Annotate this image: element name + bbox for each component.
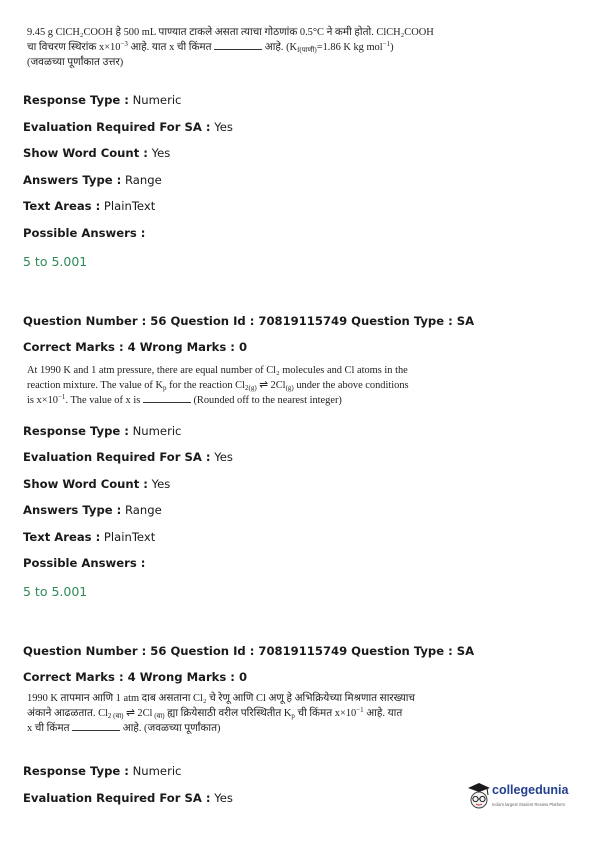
- question-line: x ची किंमत आहे. (जवळच्या पूर्णांकात): [27, 723, 221, 734]
- text-areas: Text Areas : PlainText: [23, 530, 156, 544]
- answers-type: Answers Type : Range: [23, 173, 162, 187]
- answer-blank: [72, 722, 120, 731]
- collegedunia-logo: [466, 780, 576, 814]
- show-word-count: Show Word Count : Yes: [23, 477, 171, 491]
- question-text-english: [27, 363, 455, 408]
- logo-tagline: India's largest Student Review Platform: [492, 802, 565, 807]
- question-text-marathi-2: [27, 691, 455, 736]
- question-line: चा विचरण स्थिरांक $x\times 10^{-3}$ आहे. यात x ची किंमत आहे. ($K_{f(पाणी)}=1.86$ K kg mol$^{-1}$): [27, 40, 394, 54]
- answers-type: Answers Type : Range: [23, 503, 162, 517]
- answer-blank: [143, 394, 191, 403]
- question-line: reaction mixture. The value of $K_p$ for the reaction $Cl_{2(g)}$ ⇌ $2Cl_{(g)}$ under the above conditions: [27, 380, 409, 392]
- question-line: 1990 K तापमान आणि 1 atm दाब असताना Cl₂ चे रेणू आणि Cl अणू हे अभिक्रियेच्या मिश्रणात सारख्याच: [27, 693, 416, 704]
- evaluation-required: Evaluation Required For SA : Yes: [23, 791, 233, 805]
- evaluation-required: Evaluation Required For SA : Yes: [23, 120, 233, 134]
- answer-blank: [214, 41, 262, 50]
- text-areas: Text Areas : PlainText: [23, 199, 156, 213]
- question-line: (जवळच्या पूर्णांकात उत्तर): [27, 57, 124, 68]
- question-line: At 1990 K and 1 atm pressure, there are equal number of Cl₂ molecules and Cl atoms in the: [27, 365, 408, 376]
- possible-answers-value: 5 to 5.001: [23, 584, 88, 599]
- question-line: अंकाने आढळतात. $Cl_{2 (वा)}$ ⇌ 2Cl $_{(वा)}$ ह्या क्रियेसाठी वरील परिस्थितीत $K_p$ ची किंमत $x\times 10^{-1}$ आहे. यात: [27, 706, 403, 720]
- possible-answers-value: 5 to 5.001: [23, 254, 88, 269]
- response-type: Response Type : Numeric: [23, 424, 182, 438]
- logo-wordmark: collegedunia: [492, 783, 569, 797]
- question-line: 9.45 g ClCH₂COOH हे 500 mL पाण्यात टाकले असता त्याचा गोठणांक 0.5°C ने कमी होतो. ClCH₂COOH: [27, 27, 434, 38]
- question-line: is $x\times 10^{-1}$. The value of x is (Rounded off to the nearest integer): [27, 393, 342, 406]
- question-marks: Correct Marks : 4 Wrong Marks : 0: [23, 340, 248, 354]
- graduate-mascot-icon: [466, 780, 492, 812]
- question-header: Question Number : 56 Question Id : 70819115749 Question Type : SA: [23, 644, 475, 658]
- evaluation-required: Evaluation Required For SA : Yes: [23, 450, 233, 464]
- question-header: Question Number : 56 Question Id : 70819115749 Question Type : SA: [23, 314, 475, 328]
- response-type: Response Type : Numeric: [23, 764, 182, 778]
- possible-answers-label: Possible Answers :: [23, 226, 146, 240]
- show-word-count: Show Word Count : Yes: [23, 146, 171, 160]
- possible-answers-label: Possible Answers :: [23, 556, 146, 570]
- question-text-marathi-1: [27, 25, 455, 70]
- question-marks: Correct Marks : 4 Wrong Marks : 0: [23, 670, 248, 684]
- response-type: Response Type : Numeric: [23, 93, 182, 107]
